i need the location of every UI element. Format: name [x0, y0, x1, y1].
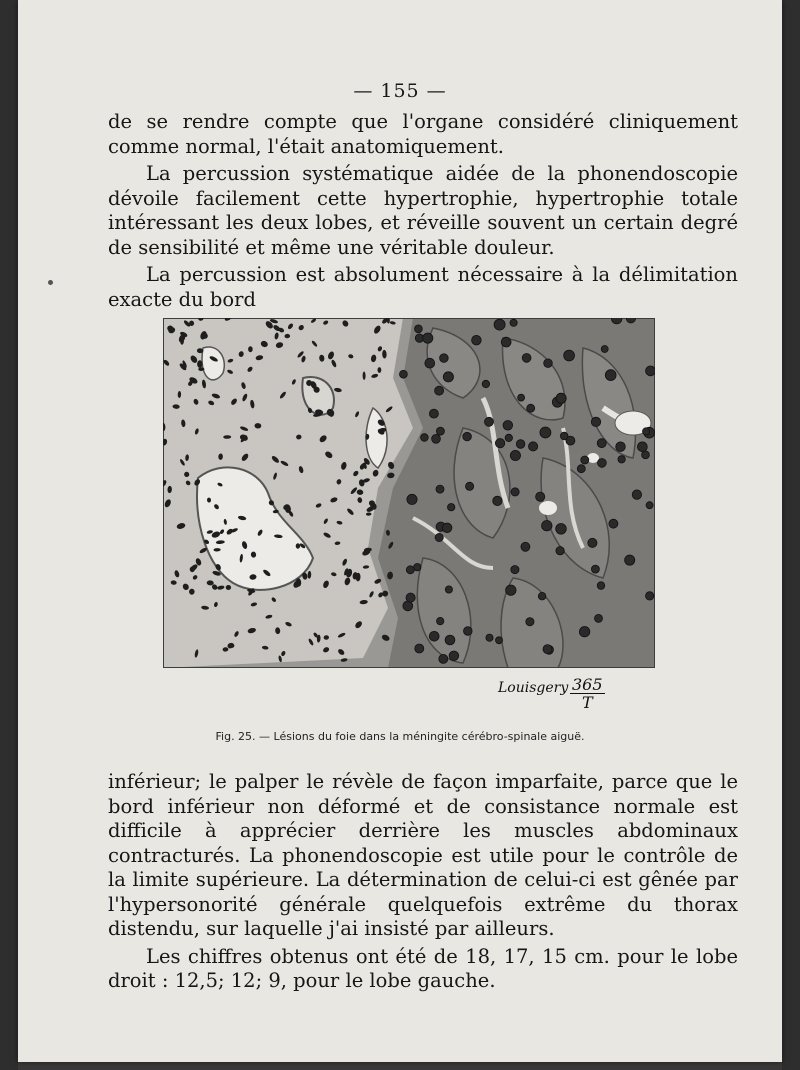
- hepatocyte-nucleus: [463, 432, 472, 441]
- hepatocyte-nucleus: [538, 592, 546, 600]
- scan-border-left: [0, 0, 18, 1070]
- hepatocyte-nucleus: [414, 564, 421, 571]
- text-block-bottom: [108, 770, 738, 994]
- paragraph: La percussion systématique aidée de la phonendoscopie dévoile facilement cette hypertrophie, hypertrophie totale intéressant les deux lobes, et réveille souvent un certain degré de sensibilité et même une véritable douleur.: [108, 162, 738, 259]
- hepatocyte-nucleus: [527, 404, 535, 412]
- artist-signature: Louisgery: [498, 680, 569, 696]
- hepatocyte-nucleus: [449, 651, 459, 661]
- hepatocyte-nucleus: [542, 521, 552, 531]
- hepatocyte-nucleus: [518, 394, 525, 401]
- hepatocyte-nucleus: [425, 358, 435, 368]
- hepatocyte-nucleus: [415, 325, 423, 333]
- hepatocyte-nucleus: [505, 434, 512, 441]
- hepatocyte-nucleus: [510, 450, 520, 460]
- hepatocyte-nucleus: [601, 346, 608, 353]
- hepatocyte-nucleus: [439, 654, 448, 663]
- liver-lesion-illustration: [163, 318, 655, 668]
- hepatocyte-nucleus: [429, 409, 438, 418]
- hepatocyte-nucleus: [643, 428, 650, 435]
- cell-nucleus: [226, 585, 231, 590]
- plate-number-bottom: T: [581, 693, 593, 712]
- hepatocyte-nucleus: [506, 585, 516, 595]
- paragraph: de se rendre compte que l'organe considéré cliniquement comme normal, l'était anatomiquement.: [108, 110, 738, 158]
- hepatocyte-nucleus: [543, 645, 552, 654]
- hepatocyte-nucleus: [595, 614, 603, 622]
- hepatocyte-nucleus: [443, 372, 453, 382]
- paragraph: Les chiffres obtenus ont été de 18, 17, 15 cm. pour le lobe droit : 12,5; 12; 9, pour le lobe gauche.: [108, 944, 738, 992]
- hepatocyte-nucleus: [406, 593, 415, 602]
- cell-nucleus: [296, 543, 300, 548]
- figure-caption: Fig. 25. — Lésions du foie dans la méningite cérébro-spinale aiguë.: [215, 730, 585, 743]
- hepatocyte-nucleus: [591, 565, 599, 573]
- hepatocyte-nucleus: [577, 465, 585, 473]
- hepatocyte-nucleus: [494, 319, 505, 330]
- hepatocyte-nucleus: [597, 582, 605, 590]
- hepatocyte-nucleus: [406, 566, 414, 574]
- hepatocyte-nucleus: [646, 502, 653, 509]
- hepatocyte-nucleus: [496, 637, 503, 644]
- hepatocyte-nucleus: [638, 442, 648, 452]
- hepatocyte-nucleus: [415, 644, 424, 653]
- hepatocyte-nucleus: [466, 482, 474, 490]
- hepatocyte-nucleus: [646, 366, 655, 376]
- hepatocyte-nucleus: [495, 439, 504, 448]
- book-page: [18, 0, 782, 1062]
- hepatocyte-nucleus: [445, 635, 455, 645]
- hepatocyte-nucleus: [510, 319, 517, 326]
- hepatocyte-nucleus: [501, 337, 511, 347]
- hepatocyte-nucleus: [472, 335, 482, 345]
- hepatocyte-nucleus: [464, 627, 473, 636]
- hepatocyte-nucleus: [432, 434, 441, 443]
- paragraph: inférieur; le palper le révèle de façon imparfaite, parce que le bord inférieur non déformé et de consistance normale est difficile à apprécier derrière les muscles abdominaux contracturés. La phonendoscopie est utile pour le contrôle de la limite supérieure. La détermination de celui-ci est gênée par l'hypersonorité générale quelquefois extrême du thorax distendu, sur laquelle j'ai insisté par ailleurs.: [108, 770, 738, 940]
- hepatocyte-nucleus: [440, 354, 449, 363]
- hepatocyte-nucleus: [516, 440, 525, 449]
- margin-dot: [48, 280, 53, 285]
- hepatocyte-nucleus: [435, 533, 443, 541]
- hepatocyte-nucleus: [436, 427, 444, 435]
- hepatocyte-nucleus: [486, 634, 493, 641]
- histology-figure: [163, 318, 655, 668]
- hepatocyte-nucleus: [442, 523, 452, 533]
- hepatocyte-nucleus: [540, 427, 551, 438]
- hepatocyte-nucleus: [529, 442, 538, 451]
- hepatocyte-nucleus: [436, 485, 444, 493]
- hepatocyte-nucleus: [482, 380, 489, 387]
- hepatocyte-nucleus: [448, 504, 455, 511]
- hepatocyte-nucleus: [579, 627, 589, 637]
- hepatocyte-nucleus: [598, 459, 607, 468]
- hepatocyte-nucleus: [429, 631, 439, 641]
- hepatocyte-nucleus: [597, 439, 606, 448]
- hepatocyte-nucleus: [564, 350, 575, 361]
- hepatocyte-nucleus: [536, 492, 545, 501]
- hepatocyte-nucleus: [493, 496, 502, 505]
- page-number: — 155 —: [353, 80, 447, 102]
- hepatocyte-nucleus: [521, 542, 530, 551]
- paragraph: La percussion est absolument nécessaire à la délimitation exacte du bord: [108, 263, 738, 311]
- hepatocyte-nucleus: [407, 494, 417, 504]
- hepatocyte-nucleus: [435, 386, 444, 395]
- hepatocyte-nucleus: [616, 442, 626, 452]
- hepatocyte-nucleus: [588, 538, 597, 547]
- hepatocyte-nucleus: [437, 617, 444, 624]
- text-block-top: [108, 110, 738, 312]
- hepatocyte-nucleus: [609, 519, 618, 528]
- hepatocyte-nucleus: [618, 456, 625, 463]
- hepatocyte-nucleus: [400, 370, 408, 378]
- hepatocyte-nucleus: [591, 417, 600, 426]
- hepatocyte-nucleus: [522, 354, 531, 363]
- hepatocyte-nucleus: [511, 488, 519, 496]
- hepatocyte-nucleus: [445, 586, 452, 593]
- hepatocyte-nucleus: [605, 370, 616, 381]
- hepatocyte-nucleus: [581, 456, 589, 464]
- hepatocyte-nucleus: [646, 592, 654, 600]
- hepatocyte-nucleus: [625, 555, 635, 565]
- hepatocyte-nucleus: [503, 421, 513, 431]
- hepatocyte-nucleus: [560, 432, 568, 440]
- hepatocyte-nucleus: [423, 333, 433, 343]
- hepatocyte-nucleus: [556, 547, 564, 555]
- hepatocyte-nucleus: [421, 434, 429, 442]
- hepatocyte-nucleus: [544, 359, 553, 368]
- hepatocyte-nucleus: [526, 618, 534, 626]
- hepatocyte-nucleus: [556, 524, 567, 535]
- hepatocyte-nucleus: [556, 393, 566, 403]
- hepatocyte-nucleus: [642, 451, 650, 459]
- hepatocyte-nucleus: [485, 417, 494, 426]
- plate-number: [570, 676, 605, 711]
- hepatocyte-nucleus: [632, 490, 641, 499]
- plate-number-top: 365: [572, 675, 603, 694]
- scan-border-right: [782, 0, 800, 1070]
- hepatocyte-nucleus: [511, 566, 519, 574]
